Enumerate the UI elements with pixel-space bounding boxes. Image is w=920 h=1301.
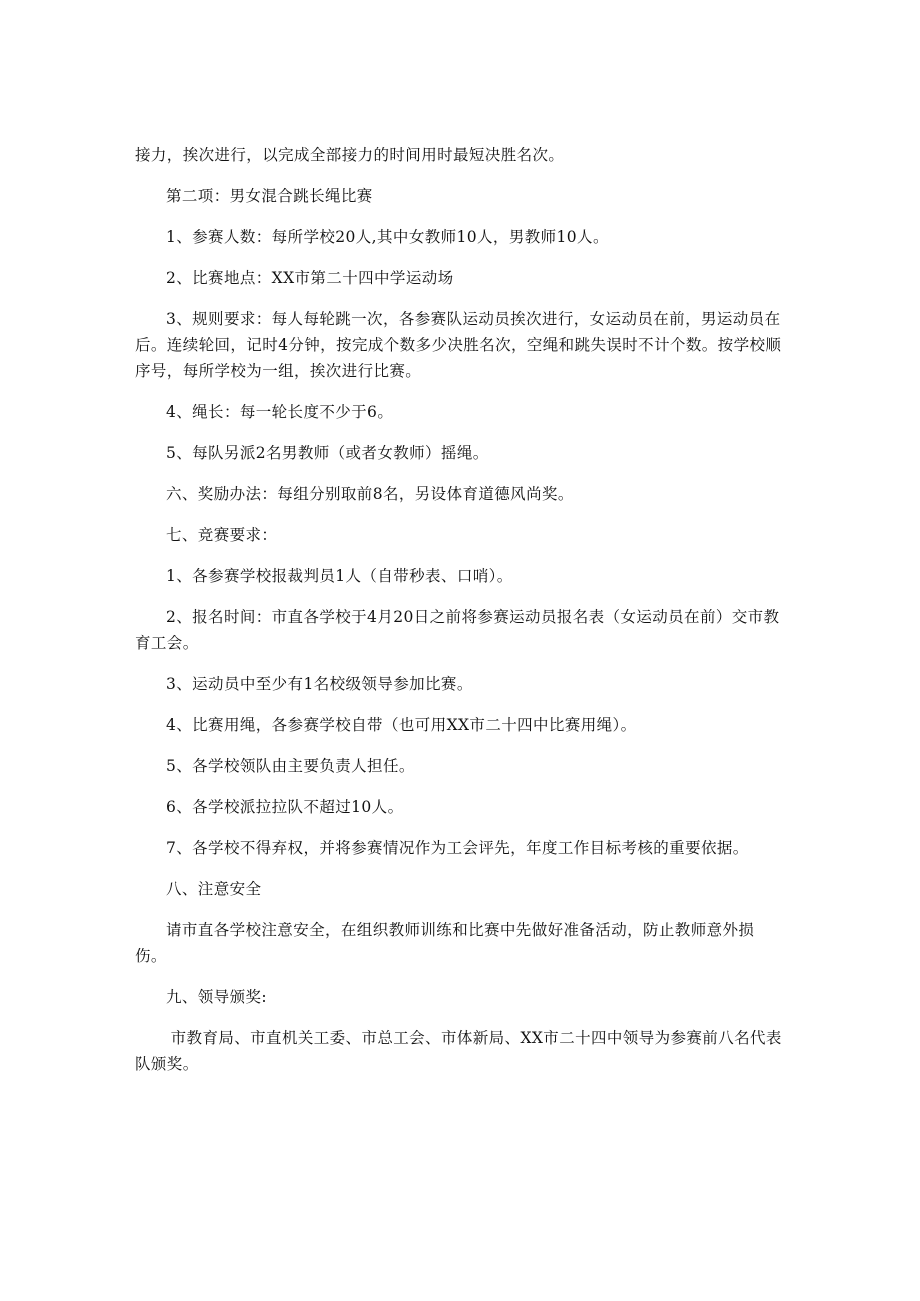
paragraph-competition-rope: 4、比赛用绳，各参赛学校自带（也可用XX市二十四中比赛用绳）。 bbox=[166, 716, 637, 734]
document-body bbox=[135, 142, 785, 1092]
paragraph-safety: 请市直各学校注意安全，在组织教师训练和比赛中先做好准备活动，防止教师意外损伤。 bbox=[135, 921, 755, 965]
paragraph-leader-participation: 3、运动员中至少有1名校级领导参加比赛。 bbox=[166, 675, 473, 693]
paragraph-no-forfeit: 7、各学校不得弃权，并将参赛情况作为工会评先，年度工作目标考核的重要依据。 bbox=[166, 839, 749, 857]
paragraph-participants: 1、参赛人数：每所学校20人,其中女教师10人，男教师10人。 bbox=[166, 228, 609, 246]
heading-awards: 六、奖励办法：每组分别取前8名，另设体育道德风尚奖。 bbox=[166, 485, 574, 503]
heading-item-two: 第二项：男女混合跳长绳比赛 bbox=[166, 187, 373, 205]
heading-requirements: 七、竞赛要求： bbox=[166, 526, 278, 544]
paragraph-cheerleaders: 6、各学校派拉拉队不超过10人。 bbox=[166, 798, 404, 816]
paragraph-rules: 3、规则要求：每人每轮跳一次，各参赛队运动员挨次进行，女运动员在前，男运动员在后。连续轮回，记时4分钟，按完成个数多少决胜名次，空绳和跳失误时不计个数。按学校顺序号，每所学校为一组，挨次进行比赛。 bbox=[135, 310, 782, 380]
paragraph-rope-swingers: 5、每队另派2名男教师（或者女教师）摇绳。 bbox=[166, 444, 489, 462]
heading-award-ceremony: 九、领导颁奖: bbox=[166, 988, 268, 1006]
paragraph-rope-length: 4、绳长：每一轮长度不少于6。 bbox=[166, 403, 394, 421]
paragraph-registration: 2、报名时间：市直各学校于4月20日之前将参赛运动员报名表（女运动员在前）交市教育工会。 bbox=[135, 608, 780, 652]
paragraph-venue: 2、比赛地点：XX市第二十四中学运动场 bbox=[166, 269, 454, 287]
paragraph-relay-continued: 接力，挨次进行，以完成全部接力的时间用时最短决胜名次。 bbox=[135, 146, 565, 164]
paragraph-award-ceremony: 市教育局、市直机关工委、市总工会、市体新局、XX市二十四中领导为参赛前八名代表队颁奖。 bbox=[135, 1029, 782, 1073]
paragraph-referee: 1、各参赛学校报裁判员1人（自带秒表、口哨）。 bbox=[166, 567, 513, 585]
paragraph-team-leader: 5、各学校领队由主要负责人担任。 bbox=[166, 757, 415, 775]
heading-safety: 八、注意安全 bbox=[166, 880, 262, 898]
